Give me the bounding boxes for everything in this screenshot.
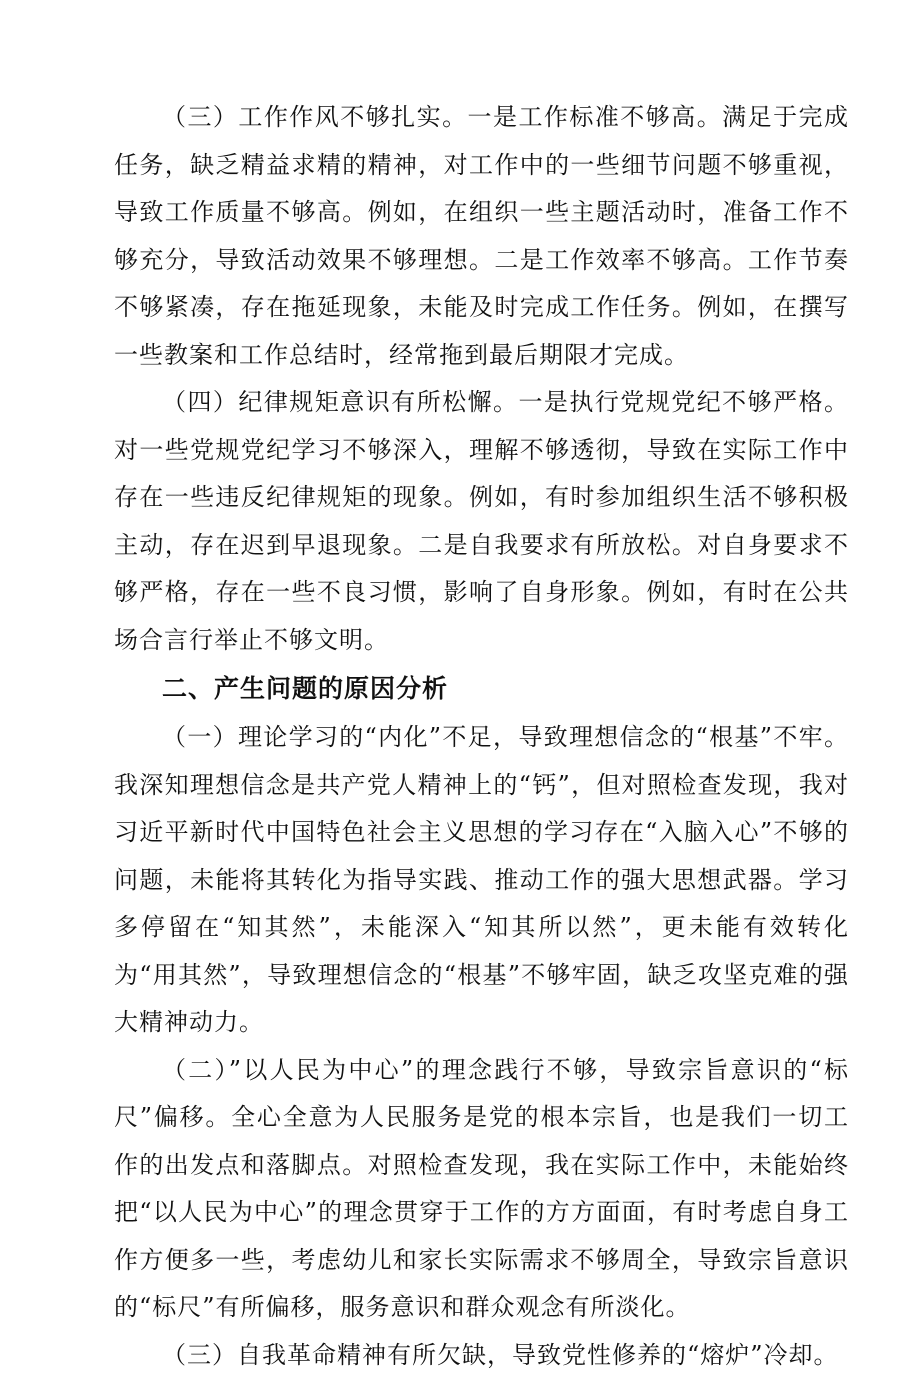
paragraph-work-style: （三）工作作风不够扎实。一是工作标准不够高。满足于完成任务，缺乏精益求精的精神，对工作中的一些细节问题不够重视，导致工作质量不够高。例如，在组织一些主题活动时，准备工作不够充分，导致活动效果不够理想。二是工作效率不够高。工作节奏不够紧凑，存在拖延现象，未能及时完成工作任务。例如，在撰写一些教案和工作总结时，经常拖到最后期限才完成。 bbox=[114, 94, 849, 379]
paragraph-discipline: （四）纪律规矩意识有所松懈。一是执行党规党纪不够严格。对一些党规党纪学习不够深入，理解不够透彻，导致在实际工作中存在一些违反纪律规矩的现象。例如，有时参加组织生活不够积极主动，存在迟到早退现象。二是自我要求有所放松。对自身要求不够严格，存在一些不良习惯，影响了自身形象。例如，有时在公共场合言行举止不够文明。 bbox=[114, 379, 849, 664]
document-body bbox=[114, 94, 849, 1379]
paragraph-people-centered: （二）”以人民为中心”的理念践行不够，导致宗旨意识的“标尺”偏移。全心全意为人民服务是党的根本宗旨，也是我们一切工作的出发点和落脚点。对照检查发现，我在实际工作中，未能始终把“以人民为中心”的理念贯穿于工作的方方面面，有时考虑自身工作方便多一些，考虑幼儿和家长实际需求不够周全，导致宗旨意识的“标尺”有所偏移，服务意识和群众观念有所淡化。 bbox=[114, 1047, 849, 1332]
paragraph-self-revolution: （三）自我革命精神有所欠缺，导致党性修养的“熔炉”冷却。 bbox=[114, 1332, 849, 1379]
paragraph-theory-study: （一）理论学习的“内化”不足，导致理想信念的“根基”不牢。我深知理想信念是共产党人精神上的“钙”，但对照检查发现，我对习近平新时代中国特色社会主义思想的学习存在“入脑入心”不够的问题，未能将其转化为指导实践、推动工作的强大思想武器。学习多停留在“知其然”，未能深入“知其所以然”，更未能有效转化为“用其然”，导致理想信念的“根基”不够牢固，缺乏攻坚克难的强大精神动力。 bbox=[114, 714, 849, 1047]
section-heading-cause-analysis: 二、产生问题的原因分析 bbox=[114, 664, 849, 714]
